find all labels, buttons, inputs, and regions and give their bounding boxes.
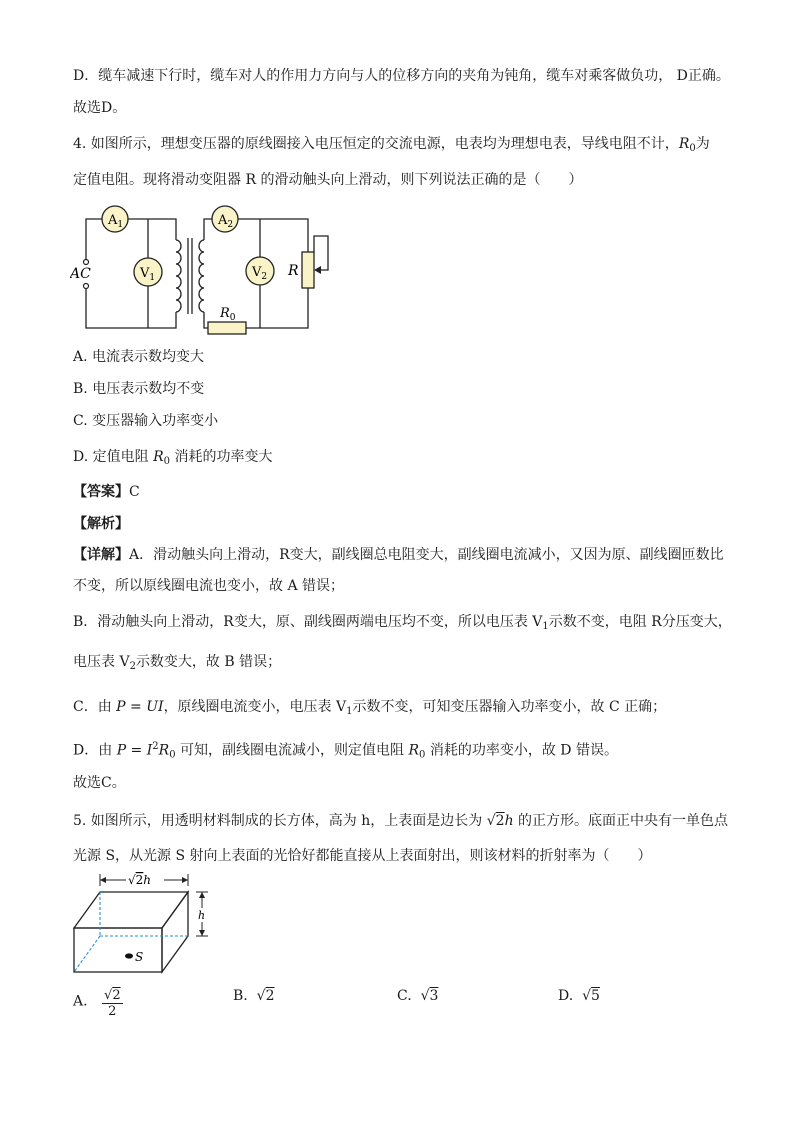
q5-stem-line1: 5. 如图所示，用透明材料制成的长方体，高为 h，上表面是边长为 √2h 的正方形。底面正中央有一单色点 (73, 813, 729, 829)
transformer-circuit-diagram (70, 200, 340, 340)
answer-value: C (129, 484, 140, 500)
detail-label: 【详解】 (73, 547, 129, 563)
q5-option-c: C. √3 (397, 988, 439, 1004)
q5-option-a: A. $\frac{√2}{2}$ (73, 988, 121, 1019)
cuboid-figure (70, 870, 220, 976)
q4-option-d: D. 定值电阻 $R_0$ 消耗的功率变大 (73, 449, 273, 467)
voltmeter-v2 (246, 257, 274, 285)
detail-a-line2: 不变，所以原线圈电流也变小，故 A 错误； (73, 578, 345, 594)
q4-stem-line1 (73, 134, 710, 159)
q4-stem-line2: 定值电阻。现将滑动变阻器 R 的滑动触头向上滑动，则下列说法正确的是（ ） (73, 172, 583, 188)
detail-c: C．由 P = UI，原线圈电流变小，电压表 $V_1$示数不变，可知变压器输入功率变小，故 C 正确； (73, 699, 667, 717)
q4-stem-r0: R (678, 136, 690, 152)
prev-answer-line2: 故选D。 (73, 100, 127, 116)
ac-terminal-bottom (84, 284, 89, 289)
q5-option-b: B. √2 (233, 988, 275, 1004)
width-label: √2h (128, 873, 152, 887)
light-source-dot (125, 953, 133, 958)
prev-answer-line1: D．缆车减速下行时，缆车对人的作用力方向与人的位移方向的夹角为钝角，缆车对乘客做负功， D正确。 (73, 68, 730, 84)
frac-sqrt2-over-2: $\frac{√2}{2}$ (104, 988, 121, 1019)
ac-source-label: AC (70, 266, 91, 282)
svg-text:R0: $R_0$ (220, 306, 236, 323)
rheostat-r (287, 252, 321, 288)
detail-a-line1: 【详解】A．滑动触头向上滑动，R变大，副线圈总电阻变大，副线圈电流减小，又因为原、副线圈匝数比 (73, 547, 724, 563)
detail-b-line1: B．滑动触头向上滑动，R变大，原、副线圈两端电压均不变，所以电压表 $V_1$示数不变，电阻 R分压变大， (73, 614, 732, 632)
q4-answer (73, 482, 140, 502)
height-label: h (198, 909, 206, 922)
ammeter-a1 (102, 206, 128, 232)
detail-d: D．由 $P = I^2R_0$ 可知，副线圈电流减小，则定值电阻 $R_0$ 消耗的功率变小，故 D 错误。 (73, 741, 618, 761)
q4-stem-r0-sub: 0 (689, 143, 696, 154)
q5-stem-line2: 光源 S，从光源 S 射向上表面的光恰好都能直接从上表面射出，则该材料的折射率为（ ） (73, 848, 652, 864)
ac-terminal-top (84, 260, 89, 265)
ammeter-a2 (212, 206, 238, 232)
svg-text:A2: $A_2$ (218, 213, 234, 230)
rheostat-label: R (288, 263, 299, 279)
resistor-r0 (208, 306, 246, 334)
svg-text:V1: $V_1$ (140, 266, 156, 283)
light-source-label: S (135, 950, 144, 964)
voltmeter-v1 (134, 258, 162, 286)
q5-option-d: D. √5 (558, 988, 600, 1004)
answer-label: 【答案】 (73, 484, 129, 500)
q4-conclusion: 故选C。 (73, 775, 126, 791)
q4-stem-end: 为 (695, 136, 710, 152)
q4-option-a: A. 电流表示数均变大 (73, 349, 205, 365)
sqrt2h: √2h (486, 813, 514, 829)
svg-text:V2: $V_2$ (252, 265, 268, 282)
q4-stem-text: 4. 如图所示，理想变压器的原线圈接入电压恒定的交流电源，电表均为理想电表，导线电阻不计， (73, 136, 679, 152)
svg-text:A1: $A_1$ (108, 213, 124, 230)
q4-option-c: C. 变压器输入功率变小 (73, 413, 219, 429)
detail-b-line2: 电压表 $V_2$示数变大，故 B 错误； (73, 654, 282, 672)
analysis-label: 【解析】 (73, 516, 129, 532)
q4-option-b: B. 电压表示数均不变 (73, 381, 205, 397)
